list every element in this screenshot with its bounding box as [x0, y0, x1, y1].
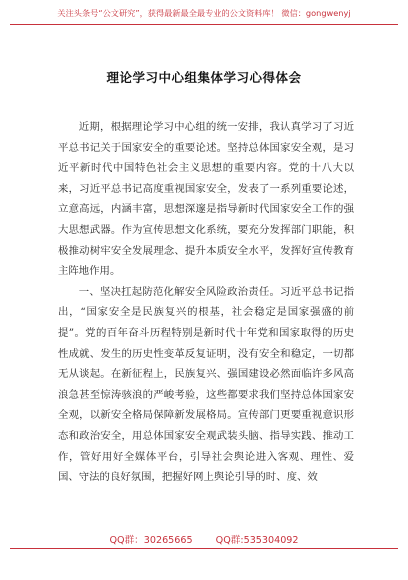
header-note: 关注头条号“公文研究”，获得最新最全最专业的公文资料库！ 微信：gongwenyj [57, 8, 351, 18]
paragraph-section-one: 一、坚决扛起防范化解安全风险政治责任。习近平总书记指出，“国家安全是民族复兴的根基，社会稳定是国家强盛的前提”。党的百年奋斗历程特别是新时代十年党和国家取得的历史性成就、发生的历史性变革反复证明，没有安全和稳定，一切都无从谈起。在新征程上，民族复兴、强国建设必然面临许多风高浪急甚至惊涛骇浪的严峻考验，这些都要求我们坚持总体国家安全观，以新安全格局保障新发展格局。宣传部门更要重视意识形态和政治安全，用总体国家安全观武装头脑、指导实践、推动工作，管好用好全媒体平台，引导社会舆论进入客观、理性、爱国、守法的良好氛围，把握好网上舆论引导的时、度、效 [58, 285, 354, 484]
document-title: 理论学习中心组集体学习心得体会 [106, 70, 302, 85]
footer-qq-group-2: QQ群:535304092 [215, 535, 299, 546]
header-divider [10, 24, 398, 25]
footer-divider [10, 548, 398, 549]
paragraph-intro: 近期，根据理论学习中心组的统一安排，我认真学习了习近平总书记关于国家安全的重要论述。坚持总体国家安全观，是习近平新时代中国特色社会主义思想的重要内容。党的十八大以来，习近平总书记高度重视国家安全，发表了一系列重要论述，立意高远，内涵丰富，思想深邃是指导新时代国家安全工作的强大思想武器。作为宣传思想文化系统，要充分发挥部门职能，积极推动树牢安全发展理念、提升本质安全水平，发挥好宣传教育主阵地作用。 [58, 121, 354, 278]
document-body [58, 117, 354, 488]
footer [0, 532, 408, 546]
footer-qq-group-1: QQ群：30265665 [109, 535, 193, 546]
